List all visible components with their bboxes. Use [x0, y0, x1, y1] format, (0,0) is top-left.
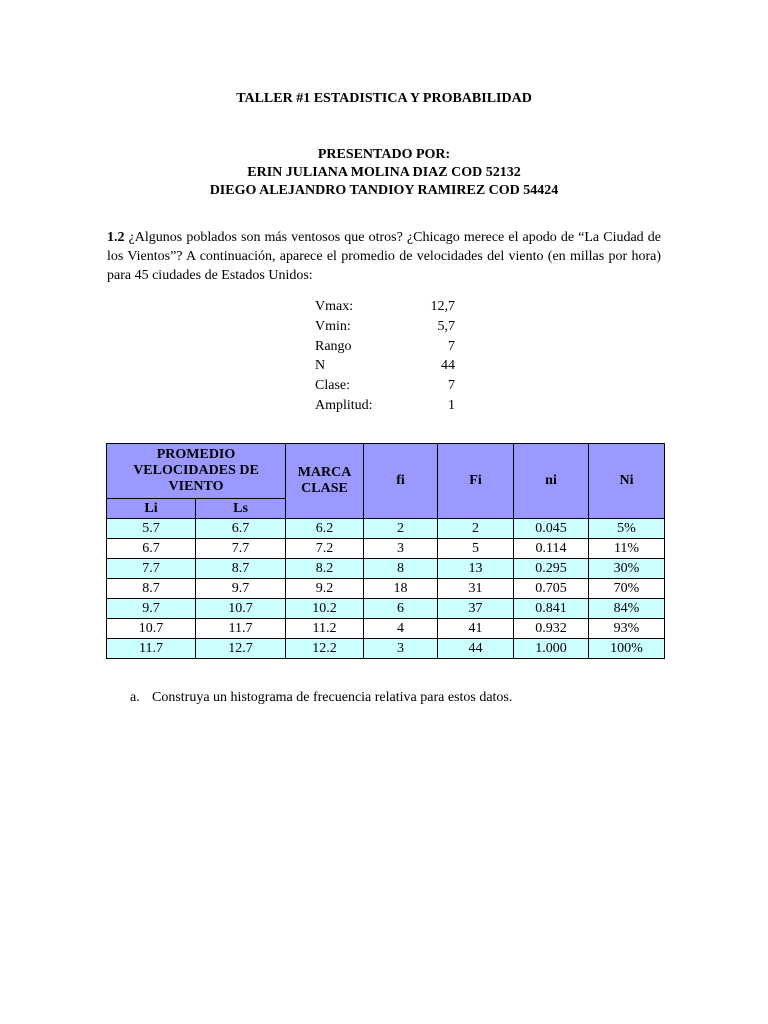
- table-cell: 8.7: [107, 579, 196, 599]
- stat-value: 1: [448, 397, 455, 413]
- table-row: [107, 559, 665, 579]
- table-cell: 18: [364, 579, 438, 599]
- table-cell: 0.841: [514, 599, 589, 619]
- stat-label: N: [315, 358, 326, 374]
- stat-row: [315, 337, 455, 357]
- table-cell: 6.2: [286, 519, 364, 539]
- stat-label: Amplitud:: [315, 397, 373, 413]
- table-cell: 5%: [589, 519, 665, 539]
- table-cell: 31: [438, 579, 514, 599]
- frequency-table: [106, 443, 665, 659]
- problem-number: 1.2: [107, 230, 125, 245]
- stat-row: [315, 317, 455, 337]
- problem-text: ¿Algunos poblados son más ventosos que otros? ¿Chicago merece el apodo de “La Ciudad de los Vientos”? A continuación, aparece el promedio de velocidades del viento (en millas por hora) para 45 ciudades de Estados Unidos:: [107, 230, 661, 283]
- stat-value: 7: [448, 378, 455, 394]
- table-cell: 10.7: [107, 619, 196, 639]
- table-cell: 9.2: [286, 579, 364, 599]
- table-cell: 5.7: [107, 519, 196, 539]
- author-2: DIEGO ALEJANDRO TANDIOY RAMIREZ COD 54424: [209, 183, 559, 198]
- header-Fi-cumulative: Fi: [438, 444, 514, 519]
- table-row: [107, 599, 665, 619]
- table-cell: 3: [364, 539, 438, 559]
- stat-label: Rango: [315, 338, 352, 354]
- table-cell: 0.932: [514, 619, 589, 639]
- table-cell: 9.7: [107, 599, 196, 619]
- table-cell: 2: [364, 519, 438, 539]
- table-cell: 6: [364, 599, 438, 619]
- table-cell: 0.045: [514, 519, 589, 539]
- header-fi: fi: [364, 444, 438, 519]
- table-cell: 7.7: [196, 539, 286, 559]
- group-header: PROMEDIO VELOCIDADES DE VIENTO: [107, 444, 286, 499]
- stat-label: Vmin:: [315, 318, 351, 334]
- table-cell: 5: [438, 539, 514, 559]
- stat-value: 12,7: [430, 299, 455, 314]
- stat-label: Clase:: [315, 378, 350, 394]
- presented-by-block: [0, 146, 768, 200]
- stat-value: 44: [441, 358, 455, 374]
- table-cell: 3: [364, 639, 438, 659]
- table-cell: 93%: [589, 619, 665, 639]
- stat-label: Vmax:: [315, 299, 354, 314]
- table-row: [107, 539, 665, 559]
- table-cell: 41: [438, 619, 514, 639]
- problem-statement: [107, 228, 661, 285]
- table-cell: 11%: [589, 539, 665, 559]
- table-cell: 11.7: [196, 619, 286, 639]
- table-row: [107, 639, 665, 659]
- table-cell: 6.7: [196, 519, 286, 539]
- question-label: a.: [130, 690, 140, 705]
- table-cell: 84%: [589, 599, 665, 619]
- stat-row: [315, 356, 455, 376]
- table-cell: 11.2: [286, 619, 364, 639]
- table-cell: 7.2: [286, 539, 364, 559]
- table-cell: 0.705: [514, 579, 589, 599]
- header-marca-clase: MARCA CLASE: [286, 444, 364, 519]
- author-1: ERIN JULIANA MOLINA DIAZ COD 52132: [247, 165, 521, 180]
- table-cell: 70%: [589, 579, 665, 599]
- table-cell: 2: [438, 519, 514, 539]
- table-cell: 7.7: [107, 559, 196, 579]
- table-cell: 6.7: [107, 539, 196, 559]
- table-row: [107, 519, 665, 539]
- table-row: [107, 619, 665, 639]
- table-row: [107, 579, 665, 599]
- table-cell: 100%: [589, 639, 665, 659]
- question-a: [130, 690, 512, 706]
- document-title: TALLER #1 ESTADISTICA Y PROBABILIDAD: [236, 91, 532, 106]
- table-cell: 1.000: [514, 639, 589, 659]
- header-Ni-cumulative: Ni: [589, 444, 665, 519]
- table-cell: 8.2: [286, 559, 364, 579]
- table-cell: 4: [364, 619, 438, 639]
- table-cell: 8: [364, 559, 438, 579]
- table-cell: 10.2: [286, 599, 364, 619]
- table-cell: 8.7: [196, 559, 286, 579]
- stat-row: [315, 297, 455, 317]
- table-cell: 0.114: [514, 539, 589, 559]
- stat-row: [315, 376, 455, 396]
- table-cell: 0.295: [514, 559, 589, 579]
- summary-stats: [315, 297, 455, 416]
- table-cell: 30%: [589, 559, 665, 579]
- table-cell: 12.7: [196, 639, 286, 659]
- presented-heading: PRESENTADO POR:: [317, 147, 451, 162]
- stat-row: [315, 396, 455, 416]
- header-ls: Ls: [196, 499, 286, 519]
- table-cell: 10.7: [196, 599, 286, 619]
- table-cell: 12.2: [286, 639, 364, 659]
- table-cell: 9.7: [196, 579, 286, 599]
- header-li: Li: [107, 499, 196, 519]
- table-cell: 13: [438, 559, 514, 579]
- stat-value: 5,7: [437, 318, 455, 334]
- question-text: Construya un histograma de frecuencia relativa para estos datos.: [152, 690, 513, 705]
- stat-value: 7: [448, 338, 455, 354]
- table-cell: 37: [438, 599, 514, 619]
- header-ni: ni: [514, 444, 589, 519]
- table-cell: 11.7: [107, 639, 196, 659]
- table-cell: 44: [438, 639, 514, 659]
